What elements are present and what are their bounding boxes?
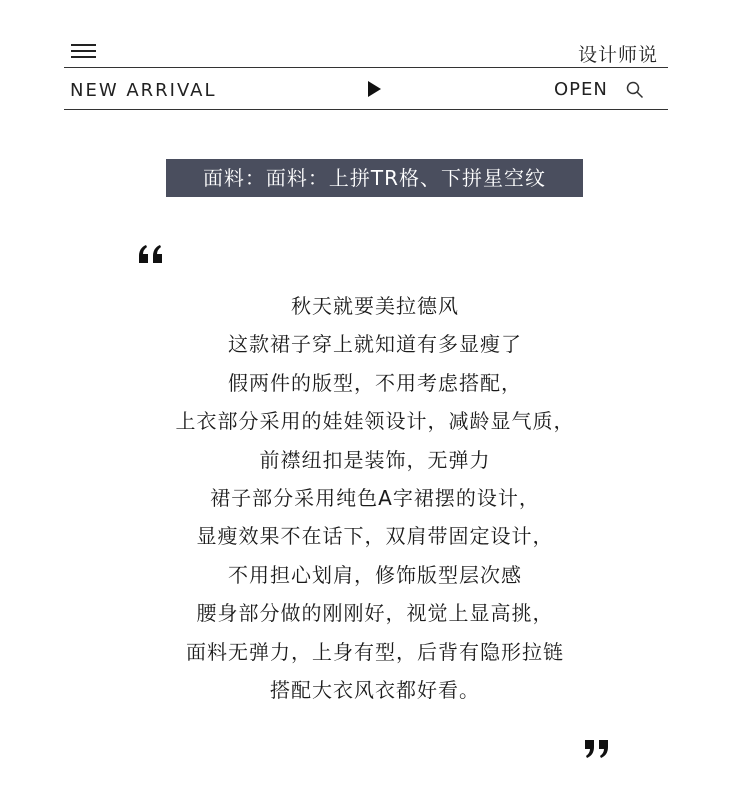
quote-line: 腰身部分做的刚刚好，视觉上显高挑，: [196, 601, 554, 626]
fabric-banner: 面料：面料：上拼TR格、下拼星空纹: [166, 159, 583, 197]
open-link[interactable]: OPEN: [554, 79, 608, 100]
quote-line: 搭配大衣风衣都好看。: [270, 677, 480, 702]
quote-line: 前襟纽扣是装饰，无弹力: [259, 447, 491, 472]
designer-says-label: 设计师说: [577, 44, 658, 66]
quote-line: 显瘦效果不在话下，双肩带固定设计，: [196, 524, 554, 549]
quote-line: 面料无弹力，上身有型，后背有隐形拉链: [186, 639, 564, 664]
quote-line: 这款裙子穿上就知道有多显瘦了: [228, 332, 522, 357]
search-icon[interactable]: [626, 81, 644, 99]
quote-line: 上衣部分采用的娃娃领设计，减龄显气质，: [175, 409, 575, 434]
quote-line: 裙子部分采用纯色A字裙摆的设计，: [210, 485, 540, 510]
header-top-row: [64, 36, 668, 68]
header: [64, 36, 668, 110]
quote-line: 假两件的版型，不用考虑搭配，: [228, 370, 522, 395]
quote-body: [0, 287, 750, 709]
quote-line: 不用担心划肩，修饰版型层次感: [228, 562, 522, 587]
header-nav-row: [64, 68, 668, 110]
quote-line: 秋天就要美拉德风: [291, 294, 459, 318]
hamburger-menu-icon[interactable]: [71, 44, 96, 58]
new-arrival-label[interactable]: NEW ARRIVAL: [70, 80, 217, 101]
open-quote-icon: [137, 244, 167, 264]
play-triangle-icon[interactable]: [368, 81, 381, 97]
close-quote-icon: [583, 739, 613, 759]
